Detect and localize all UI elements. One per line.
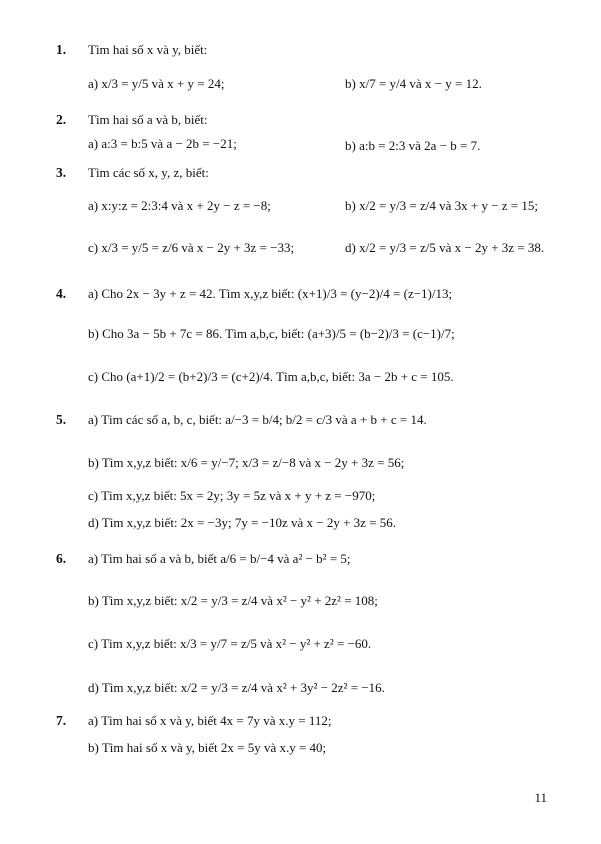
problem-part-a: a) Tìm hai số x và y, biết 4x = 7y và x.y = 112; [88, 713, 332, 728]
problem-part-a: a) Cho 2x − 3y + z = 42. Tìm x,y,z biết: (x+1)/3 = (y−2)/4 = (z−1)/13; [88, 286, 453, 301]
problem-part-c: c) Tìm x,y,z biết: 5x = 2y; 3y = 5z và x + y + z = −970; [88, 488, 376, 503]
problem-number: 2. [56, 112, 67, 127]
problem-part-a: a) Tìm các số a, b, c, biết: a/−3 = b/4; b/2 = c/3 và a + b + c = 14. [88, 412, 427, 427]
problem-heading: Tìm các số x, y, z, biết: [88, 165, 209, 180]
problem-part-b: b) Tìm x,y,z biết: x/6 = y/−7; x/3 = z/−8 và x − 2y + 3z = 56; [88, 455, 405, 470]
problem-part-b: b) x/7 = y/4 và x − y = 12. [345, 76, 482, 91]
problem-part-a: a) a:3 = b:5 và a − 2b = −21; [88, 136, 237, 151]
problem-part-b: b) x/2 = y/3 = z/4 và 3x + y − z = 15; [345, 198, 538, 213]
problem-part-a: a) x/3 = y/5 và x + y = 24; [88, 76, 225, 91]
problem-number: 6. [56, 551, 67, 566]
problem-number: 3. [56, 165, 67, 180]
problem-number: 4. [56, 286, 67, 301]
problem-heading: Tìm hai số x và y, biết: [88, 42, 208, 57]
problem-part-b: b) a:b = 2:3 và 2a − b = 7. [345, 138, 481, 153]
problem-number: 5. [56, 412, 67, 427]
problem-part-c: c) Cho (a+1)/2 = (b+2)/3 = (c+2)/4. Tìm a,b,c, biết: 3a − 2b + c = 105. [88, 369, 454, 384]
problem-part-d: d) Tìm x,y,z biết: 2x = −3y; 7y = −10z và x − 2y + 3z = 56. [88, 515, 397, 530]
problem-part-d: d) Tìm x,y,z biết: x/2 = y/3 = z/4 và x² + 3y² − 2z² = −16. [88, 680, 385, 695]
problem-part-a: a) x:y:z = 2:3:4 và x + 2y − z = −8; [88, 198, 271, 213]
problem-heading: Tìm hai số a và b, biết: [88, 112, 208, 127]
problem-part-c: c) x/3 = y/5 = z/6 và x − 2y + 3z = −33; [88, 240, 295, 255]
problem-part-b: b) Cho 3a − 5b + 7c = 86. Tìm a,b,c, biết: (a+3)/5 = (b−2)/3 = (c−1)/7; [88, 326, 455, 341]
problem-part-c: c) Tìm x,y,z biết: x/3 = y/7 = z/5 và x² − y² + z² = −60. [88, 636, 372, 651]
problem-part-b: b) Tìm x,y,z biết: x/2 = y/3 = z/4 và x² − y² + 2z² = 108; [88, 593, 378, 608]
problem-part-b: b) Tìm hai số x và y, biết 2x = 5y và x.y = 40; [88, 740, 327, 755]
problem-number: 1. [56, 42, 67, 57]
problem-number: 7. [56, 713, 67, 728]
problem-part-d: d) x/2 = y/3 = z/5 và x − 2y + 3z = 38. [345, 240, 545, 255]
page-number: 11 [534, 790, 547, 805]
problem-part-a: a) Tìm hai số a và b, biết a/6 = b/−4 và a² − b² = 5; [88, 551, 351, 566]
